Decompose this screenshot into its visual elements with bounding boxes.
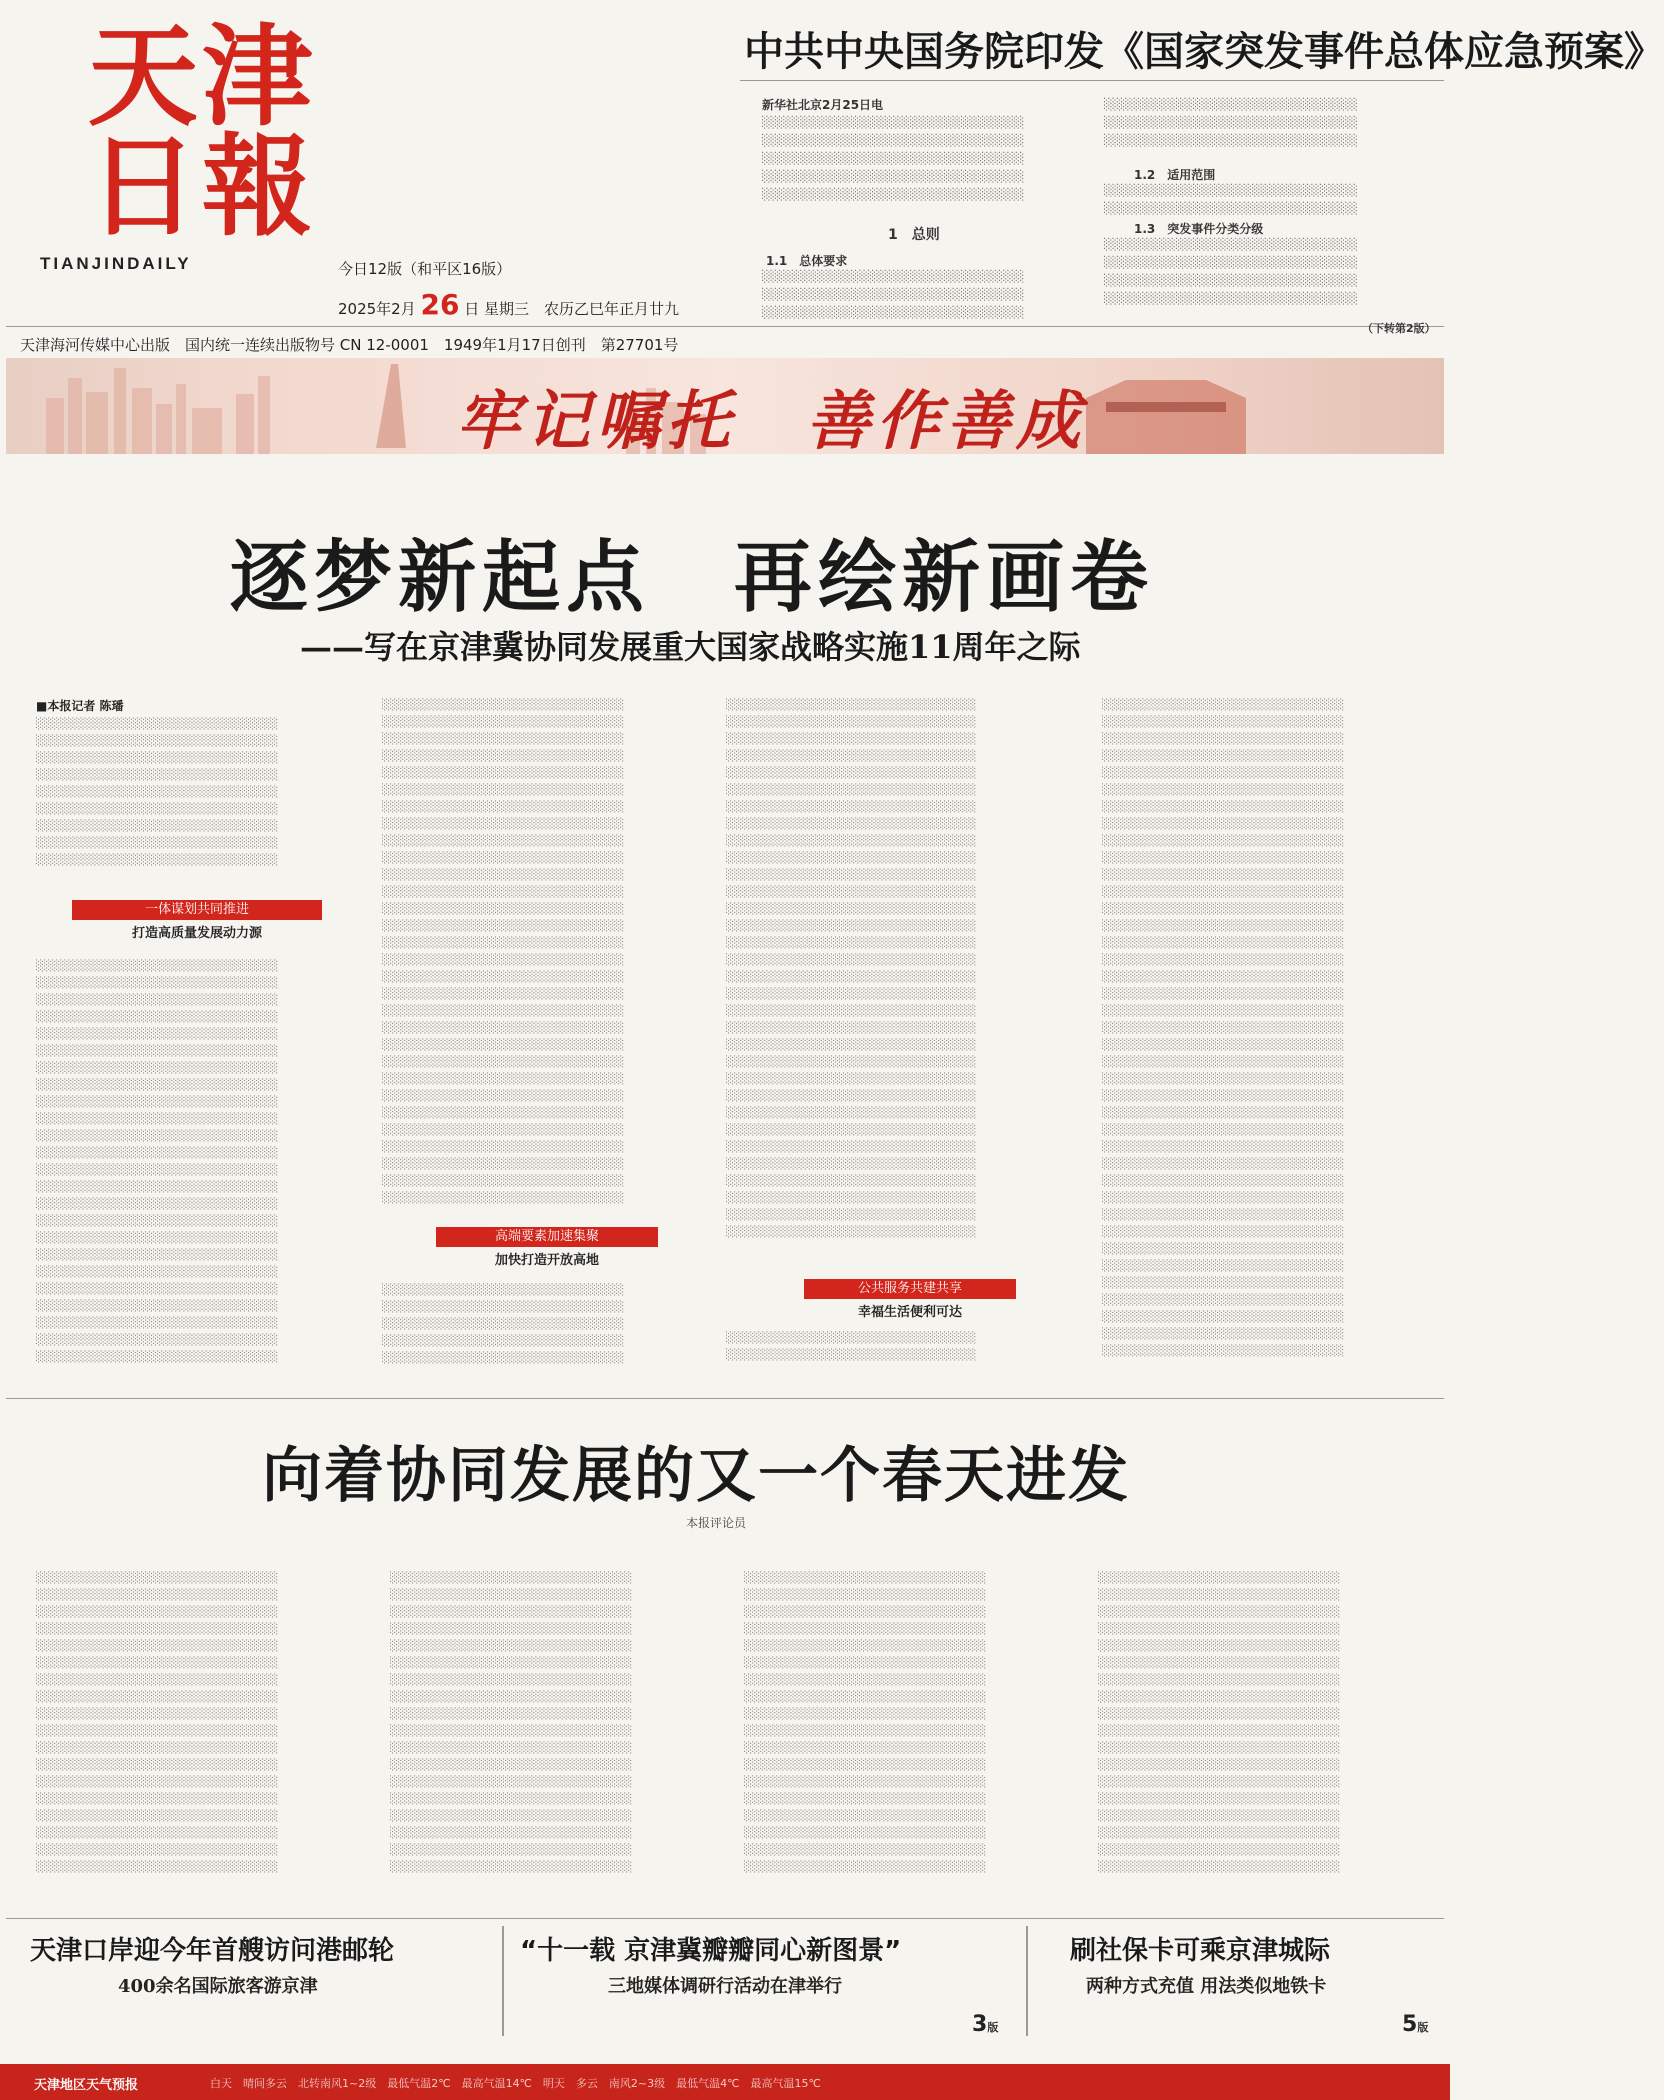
top-news-col-1: ░░░░░░░░░░░░░░░░░░░░░░░░░░░░░░░ ░░░░░░░░░░░░░░░░░░░░░░░░░░░░░░░ ░░░░░░░░░░░░░░░░░░░░░░░░░░░░░░░ ░░░░░░░░░░░░░░░░░░░░░░░░░░░░░░░ ░░░░░░░░░░░░░░░░░░░░░░░░░░░░░░░ xyxy=(762,116,1025,201)
bottom-link-2[interactable] xyxy=(510,1928,1010,2054)
top-news-sub-1-3: 1.3 突发事件分类分级 xyxy=(1134,222,1264,236)
top-news-section: 1 总则 xyxy=(888,227,940,243)
feature-tag-1-sub: 打造高质量发展动力源 xyxy=(131,926,262,941)
issue-date xyxy=(338,288,679,321)
top-news-rule xyxy=(740,80,1444,81)
bottom-link-2-sub: 三地媒体调研行活动在津举行 xyxy=(608,1976,842,1997)
commentary-col-4: ░░░░░░░░░░░░░░░░░░░░░░░░░░░░░░ ░░░░░░░░░░░░░░░░░░░░░░░░░░░░░░ ░░░░░░░░░░░░░░░░░░░░░░░░░░░░░░ ░░░░░░░░░░░░░░░░░░░░░░░░░░░░░░ ░░░░░░░░░░░░░░░░░░░░░░░░░░░░░░ ░░░░░░░░░░░░░░░░░░░░░░░░░░░░░░ ░░░░░░░░░░░░░░░░░░░░░░░░░░░░░░ ░░░░░░░░░░░░░░░░░░░░░░░░░░░░░░ ░░░░░░░░░░░░░░░░░░░░░░░░░░░░░░ ░░░░░░░░░░░░░░░░░░░░░░░░░░░░░░ ░░░░░░░░░░░░░░░░░░░░░░░░░░░░░░ ░░░░░░░░░░░░░░░░░░░░░░░░░░░░░░ ░░░░░░░░░░░░░░░░░░░░░░░░░░░░░░ ░░░░░░░░░░░░░░░░░░░░░░░░░░░░░░ ░░░░░░░░░░░░░░░░░░░░░░░░░░░░░░ ░░░░░░░░░░░░░░░░░░░░░░░░░░░░░░ ░░░░░░░░░░░░░░░░░░░░░░░░░░░░░░ ░░░░░░░░░░░░░░░░░░░░░░░░░░░░░░ xyxy=(1098,1572,1341,1873)
date-day: 26 xyxy=(420,288,460,321)
top-news-sub-1-1: 1.1 总体要求 xyxy=(766,254,848,268)
newspaper-logo xyxy=(40,12,338,273)
feature-tag-3-sub: 幸福生活便利可达 xyxy=(857,1305,962,1320)
bottom-link-3-page: 5版 xyxy=(1402,2012,1429,2037)
commentary-headline[interactable]: 向着协同发展的又一个春天进发 xyxy=(262,1441,1130,1511)
date-suffix: 日 星期三 农历乙巳年正月廿九 xyxy=(464,300,680,318)
feature-col-1b: ░░░░░░░░░░░░░░░░░░░░░░░░░░░░░░ ░░░░░░░░░░░░░░░░░░░░░░░░░░░░░░ ░░░░░░░░░░░░░░░░░░░░░░░░░░░░░░ ░░░░░░░░░░░░░░░░░░░░░░░░░░░░░░ ░░░░░░░░░░░░░░░░░░░░░░░░░░░░░░ ░░░░░░░░░░░░░░░░░░░░░░░░░░░░░░ ░░░░░░░░░░░░░░░░░░░░░░░░░░░░░░ ░░░░░░░░░░░░░░░░░░░░░░░░░░░░░░ ░░░░░░░░░░░░░░░░░░░░░░░░░░░░░░ ░░░░░░░░░░░░░░░░░░░░░░░░░░░░░░ ░░░░░░░░░░░░░░░░░░░░░░░░░░░░░░ ░░░░░░░░░░░░░░░░░░░░░░░░░░░░░░ ░░░░░░░░░░░░░░░░░░░░░░░░░░░░░░ ░░░░░░░░░░░░░░░░░░░░░░░░░░░░░░ ░░░░░░░░░░░░░░░░░░░░░░░░░░░░░░ ░░░░░░░░░░░░░░░░░░░░░░░░░░░░░░ ░░░░░░░░░░░░░░░░░░░░░░░░░░░░░░ ░░░░░░░░░░░░░░░░░░░░░░░░░░░░░░ ░░░░░░░░░░░░░░░░░░░░░░░░░░░░░░ ░░░░░░░░░░░░░░░░░░░░░░░░░░░░░░ ░░░░░░░░░░░░░░░░░░░░░░░░░░░░░░ ░░░░░░░░░░░░░░░░░░░░░░░░░░░░░░ ░░░░░░░░░░░░░░░░░░░░░░░░░░░░░░ ░░░░░░░░░░░░░░░░░░░░░░░░░░░░░░ xyxy=(36,960,279,1363)
feature-bottom-rule xyxy=(6,1398,1444,1399)
feature-subheadline: ——写在京津冀协同发展重大国家战略实施11周年之际 xyxy=(300,628,1081,666)
bottom-link-1-sub: 400余名国际旅客游京津 xyxy=(118,1976,318,1997)
feature-col-4: ░░░░░░░░░░░░░░░░░░░░░░░░░░░░░░ ░░░░░░░░░░░░░░░░░░░░░░░░░░░░░░ ░░░░░░░░░░░░░░░░░░░░░░░░░░░░░░ ░░░░░░░░░░░░░░░░░░░░░░░░░░░░░░ ░░░░░░░░░░░░░░░░░░░░░░░░░░░░░░ ░░░░░░░░░░░░░░░░░░░░░░░░░░░░░░ ░░░░░░░░░░░░░░░░░░░░░░░░░░░░░░ ░░░░░░░░░░░░░░░░░░░░░░░░░░░░░░ ░░░░░░░░░░░░░░░░░░░░░░░░░░░░░░ ░░░░░░░░░░░░░░░░░░░░░░░░░░░░░░ ░░░░░░░░░░░░░░░░░░░░░░░░░░░░░░ ░░░░░░░░░░░░░░░░░░░░░░░░░░░░░░ ░░░░░░░░░░░░░░░░░░░░░░░░░░░░░░ ░░░░░░░░░░░░░░░░░░░░░░░░░░░░░░ ░░░░░░░░░░░░░░░░░░░░░░░░░░░░░░ ░░░░░░░░░░░░░░░░░░░░░░░░░░░░░░ ░░░░░░░░░░░░░░░░░░░░░░░░░░░░░░ ░░░░░░░░░░░░░░░░░░░░░░░░░░░░░░ ░░░░░░░░░░░░░░░░░░░░░░░░░░░░░░ ░░░░░░░░░░░░░░░░░░░░░░░░░░░░░░ ░░░░░░░░░░░░░░░░░░░░░░░░░░░░░░ ░░░░░░░░░░░░░░░░░░░░░░░░░░░░░░ ░░░░░░░░░░░░░░░░░░░░░░░░░░░░░░ ░░░░░░░░░░░░░░░░░░░░░░░░░░░░░░ ░░░░░░░░░░░░░░░░░░░░░░░░░░░░░░ ░░░░░░░░░░░░░░░░░░░░░░░░░░░░░░ ░░░░░░░░░░░░░░░░░░░░░░░░░░░░░░ ░░░░░░░░░░░░░░░░░░░░░░░░░░░░░░ ░░░░░░░░░░░░░░░░░░░░░░░░░░░░░░ ░░░░░░░░░░░░░░░░░░░░░░░░░░░░░░ ░░░░░░░░░░░░░░░░░░░░░░░░░░░░░░ ░░░░░░░░░░░░░░░░░░░░░░░░░░░░░░ ░░░░░░░░░░░░░░░░░░░░░░░░░░░░░░ ░░░░░░░░░░░░░░░░░░░░░░░░░░░░░░ ░░░░░░░░░░░░░░░░░░░░░░░░░░░░░░ ░░░░░░░░░░░░░░░░░░░░░░░░░░░░░░ ░░░░░░░░░░░░░░░░░░░░░░░░░░░░░░ ░░░░░░░░░░░░░░░░░░░░░░░░░░░░░░ ░░░░░░░░░░░░░░░░░░░░░░░░░░░░░░ xyxy=(1102,699,1345,1357)
weather-text: 白天 晴间多云 北转南风1~2级 最低气温2℃ 最高气温14℃ 明天 多云 南风2~3级 最低气温4℃ 最高气温15℃ xyxy=(210,2077,821,2090)
bottom-link-3-sub: 两种方式充值 用法类似地铁卡 xyxy=(1086,1976,1327,1997)
commentary-col-2: ░░░░░░░░░░░░░░░░░░░░░░░░░░░░░░ ░░░░░░░░░░░░░░░░░░░░░░░░░░░░░░ ░░░░░░░░░░░░░░░░░░░░░░░░░░░░░░ ░░░░░░░░░░░░░░░░░░░░░░░░░░░░░░ ░░░░░░░░░░░░░░░░░░░░░░░░░░░░░░ ░░░░░░░░░░░░░░░░░░░░░░░░░░░░░░ ░░░░░░░░░░░░░░░░░░░░░░░░░░░░░░ ░░░░░░░░░░░░░░░░░░░░░░░░░░░░░░ ░░░░░░░░░░░░░░░░░░░░░░░░░░░░░░ ░░░░░░░░░░░░░░░░░░░░░░░░░░░░░░ ░░░░░░░░░░░░░░░░░░░░░░░░░░░░░░ ░░░░░░░░░░░░░░░░░░░░░░░░░░░░░░ ░░░░░░░░░░░░░░░░░░░░░░░░░░░░░░ ░░░░░░░░░░░░░░░░░░░░░░░░░░░░░░ ░░░░░░░░░░░░░░░░░░░░░░░░░░░░░░ ░░░░░░░░░░░░░░░░░░░░░░░░░░░░░░ ░░░░░░░░░░░░░░░░░░░░░░░░░░░░░░ ░░░░░░░░░░░░░░░░░░░░░░░░░░░░░░ xyxy=(390,1572,633,1873)
weather-title: 天津地区天气预报 xyxy=(34,2078,139,2093)
bottom-link-2-title: “十一载 京津冀瓣瓣同心新图景” xyxy=(520,1936,902,1966)
bottom-divider-1 xyxy=(502,1926,504,2036)
logo-english: TIANJINDAILY xyxy=(40,254,192,273)
feature-headline[interactable]: 逐梦新起点 再绘新画卷 xyxy=(230,532,1155,623)
top-news-col-2c: ░░░░░░░░░░░░░░░░░░░░░░░░░░░░░░ ░░░░░░░░░░░░░░░░░░░░░░░░░░░░░░ ░░░░░░░░░░░░░░░░░░░░░░░░░░░░░░ ░░░░░░░░░░░░░░░░░░░░░░░░░░░░░░ xyxy=(1104,238,1358,305)
feature-tag-1: 一体谋划共同推进 xyxy=(72,900,322,920)
feature-col-2a: ░░░░░░░░░░░░░░░░░░░░░░░░░░░░░░ ░░░░░░░░░░░░░░░░░░░░░░░░░░░░░░ ░░░░░░░░░░░░░░░░░░░░░░░░░░░░░░ ░░░░░░░░░░░░░░░░░░░░░░░░░░░░░░ ░░░░░░░░░░░░░░░░░░░░░░░░░░░░░░ ░░░░░░░░░░░░░░░░░░░░░░░░░░░░░░ ░░░░░░░░░░░░░░░░░░░░░░░░░░░░░░ ░░░░░░░░░░░░░░░░░░░░░░░░░░░░░░ ░░░░░░░░░░░░░░░░░░░░░░░░░░░░░░ ░░░░░░░░░░░░░░░░░░░░░░░░░░░░░░ ░░░░░░░░░░░░░░░░░░░░░░░░░░░░░░ ░░░░░░░░░░░░░░░░░░░░░░░░░░░░░░ ░░░░░░░░░░░░░░░░░░░░░░░░░░░░░░ ░░░░░░░░░░░░░░░░░░░░░░░░░░░░░░ ░░░░░░░░░░░░░░░░░░░░░░░░░░░░░░ ░░░░░░░░░░░░░░░░░░░░░░░░░░░░░░ ░░░░░░░░░░░░░░░░░░░░░░░░░░░░░░ ░░░░░░░░░░░░░░░░░░░░░░░░░░░░░░ ░░░░░░░░░░░░░░░░░░░░░░░░░░░░░░ ░░░░░░░░░░░░░░░░░░░░░░░░░░░░░░ ░░░░░░░░░░░░░░░░░░░░░░░░░░░░░░ ░░░░░░░░░░░░░░░░░░░░░░░░░░░░░░ ░░░░░░░░░░░░░░░░░░░░░░░░░░░░░░ ░░░░░░░░░░░░░░░░░░░░░░░░░░░░░░ ░░░░░░░░░░░░░░░░░░░░░░░░░░░░░░ ░░░░░░░░░░░░░░░░░░░░░░░░░░░░░░ ░░░░░░░░░░░░░░░░░░░░░░░░░░░░░░ ░░░░░░░░░░░░░░░░░░░░░░░░░░░░░░ ░░░░░░░░░░░░░░░░░░░░░░░░░░░░░░ ░░░░░░░░░░░░░░░░░░░░░░░░░░░░░░ xyxy=(382,699,625,1204)
top-news-sub-1-2: 1.2 适用范围 xyxy=(1134,168,1216,182)
feature-tag-3: 公共服务共建共享 xyxy=(804,1279,1016,1299)
top-news-col-1b: ░░░░░░░░░░░░░░░░░░░░░░░░░░░░░░░ ░░░░░░░░░░░░░░░░░░░░░░░░░░░░░░░ ░░░░░░░░░░░░░░░░░░░░░░░░░░░░░░░ xyxy=(762,270,1025,319)
edition-count: 今日12版（和平区16版） xyxy=(338,260,512,278)
banner xyxy=(6,358,1444,459)
logo-chinese: 天津日報 xyxy=(88,12,316,251)
commentary-col-1: ░░░░░░░░░░░░░░░░░░░░░░░░░░░░░░ ░░░░░░░░░░░░░░░░░░░░░░░░░░░░░░ ░░░░░░░░░░░░░░░░░░░░░░░░░░░░░░ ░░░░░░░░░░░░░░░░░░░░░░░░░░░░░░ ░░░░░░░░░░░░░░░░░░░░░░░░░░░░░░ ░░░░░░░░░░░░░░░░░░░░░░░░░░░░░░ ░░░░░░░░░░░░░░░░░░░░░░░░░░░░░░ ░░░░░░░░░░░░░░░░░░░░░░░░░░░░░░ ░░░░░░░░░░░░░░░░░░░░░░░░░░░░░░ ░░░░░░░░░░░░░░░░░░░░░░░░░░░░░░ ░░░░░░░░░░░░░░░░░░░░░░░░░░░░░░ ░░░░░░░░░░░░░░░░░░░░░░░░░░░░░░ ░░░░░░░░░░░░░░░░░░░░░░░░░░░░░░ ░░░░░░░░░░░░░░░░░░░░░░░░░░░░░░ ░░░░░░░░░░░░░░░░░░░░░░░░░░░░░░ ░░░░░░░░░░░░░░░░░░░░░░░░░░░░░░ ░░░░░░░░░░░░░░░░░░░░░░░░░░░░░░ ░░░░░░░░░░░░░░░░░░░░░░░░░░░░░░ xyxy=(36,1572,279,1873)
bottom-link-1[interactable] xyxy=(0,1928,480,2054)
bottom-link-3[interactable] xyxy=(1030,1928,1450,2054)
publisher-info: 天津海河传媒中心出版 国内统一连续出版物号 CN 12-0001 1949年1月17日创刊 第27701号 xyxy=(20,336,679,354)
top-news-lead: 新华社北京2月25日电 xyxy=(762,98,884,112)
top-news-col-2b: ░░░░░░░░░░░░░░░░░░░░░░░░░░░░░░ ░░░░░░░░░░░░░░░░░░░░░░░░░░░░░░ xyxy=(1104,184,1358,215)
bottom-link-3-title: 刷社保卡可乘京津城际 xyxy=(1070,1936,1331,1966)
commentary-col-3: ░░░░░░░░░░░░░░░░░░░░░░░░░░░░░░ ░░░░░░░░░░░░░░░░░░░░░░░░░░░░░░ ░░░░░░░░░░░░░░░░░░░░░░░░░░░░░░ ░░░░░░░░░░░░░░░░░░░░░░░░░░░░░░ ░░░░░░░░░░░░░░░░░░░░░░░░░░░░░░ ░░░░░░░░░░░░░░░░░░░░░░░░░░░░░░ ░░░░░░░░░░░░░░░░░░░░░░░░░░░░░░ ░░░░░░░░░░░░░░░░░░░░░░░░░░░░░░ ░░░░░░░░░░░░░░░░░░░░░░░░░░░░░░ ░░░░░░░░░░░░░░░░░░░░░░░░░░░░░░ ░░░░░░░░░░░░░░░░░░░░░░░░░░░░░░ ░░░░░░░░░░░░░░░░░░░░░░░░░░░░░░ ░░░░░░░░░░░░░░░░░░░░░░░░░░░░░░ ░░░░░░░░░░░░░░░░░░░░░░░░░░░░░░ ░░░░░░░░░░░░░░░░░░░░░░░░░░░░░░ ░░░░░░░░░░░░░░░░░░░░░░░░░░░░░░ ░░░░░░░░░░░░░░░░░░░░░░░░░░░░░░ ░░░░░░░░░░░░░░░░░░░░░░░░░░░░░░ xyxy=(744,1572,987,1873)
continued-note[interactable]: （下转第2版） xyxy=(1362,322,1436,335)
bottom-link-1-title: 天津口岸迎今年首艘访问港邮轮 xyxy=(30,1936,395,1966)
bottom-link-2-page: 3版 xyxy=(972,2012,999,2037)
masthead-divider xyxy=(6,326,1444,327)
feature-col-2b: ░░░░░░░░░░░░░░░░░░░░░░░░░░░░░░ ░░░░░░░░░░░░░░░░░░░░░░░░░░░░░░ ░░░░░░░░░░░░░░░░░░░░░░░░░░░░░░ ░░░░░░░░░░░░░░░░░░░░░░░░░░░░░░ ░░░░░░░░░░░░░░░░░░░░░░░░░░░░░░ xyxy=(382,1284,625,1364)
feature-col-3a: ░░░░░░░░░░░░░░░░░░░░░░░░░░░░░░░ ░░░░░░░░░░░░░░░░░░░░░░░░░░░░░░░ ░░░░░░░░░░░░░░░░░░░░░░░░░░░░░░░ ░░░░░░░░░░░░░░░░░░░░░░░░░░░░░░░ ░░░░░░░░░░░░░░░░░░░░░░░░░░░░░░░ ░░░░░░░░░░░░░░░░░░░░░░░░░░░░░░░ ░░░░░░░░░░░░░░░░░░░░░░░░░░░░░░░ ░░░░░░░░░░░░░░░░░░░░░░░░░░░░░░░ ░░░░░░░░░░░░░░░░░░░░░░░░░░░░░░░ ░░░░░░░░░░░░░░░░░░░░░░░░░░░░░░░ ░░░░░░░░░░░░░░░░░░░░░░░░░░░░░░░ ░░░░░░░░░░░░░░░░░░░░░░░░░░░░░░░ ░░░░░░░░░░░░░░░░░░░░░░░░░░░░░░░ ░░░░░░░░░░░░░░░░░░░░░░░░░░░░░░░ ░░░░░░░░░░░░░░░░░░░░░░░░░░░░░░░ ░░░░░░░░░░░░░░░░░░░░░░░░░░░░░░░ ░░░░░░░░░░░░░░░░░░░░░░░░░░░░░░░ ░░░░░░░░░░░░░░░░░░░░░░░░░░░░░░░ ░░░░░░░░░░░░░░░░░░░░░░░░░░░░░░░ ░░░░░░░░░░░░░░░░░░░░░░░░░░░░░░░ ░░░░░░░░░░░░░░░░░░░░░░░░░░░░░░░ ░░░░░░░░░░░░░░░░░░░░░░░░░░░░░░░ ░░░░░░░░░░░░░░░░░░░░░░░░░░░░░░░ ░░░░░░░░░░░░░░░░░░░░░░░░░░░░░░░ ░░░░░░░░░░░░░░░░░░░░░░░░░░░░░░░ ░░░░░░░░░░░░░░░░░░░░░░░░░░░░░░░ ░░░░░░░░░░░░░░░░░░░░░░░░░░░░░░░ ░░░░░░░░░░░░░░░░░░░░░░░░░░░░░░░ ░░░░░░░░░░░░░░░░░░░░░░░░░░░░░░░ ░░░░░░░░░░░░░░░░░░░░░░░░░░░░░░░ ░░░░░░░░░░░░░░░░░░░░░░░░░░░░░░░ ░░░░░░░░░░░░░░░░░░░░░░░░░░░░░░░ xyxy=(726,699,977,1238)
feature-col-3b: ░░░░░░░░░░░░░░░░░░░░░░░░░░░░░░░ ░░░░░░░░░░░░░░░░░░░░░░░░░░░░░░░ xyxy=(726,1332,977,1361)
commentary-byline: 本报评论员 xyxy=(686,1516,747,1530)
feature-byline: ■本报记者 陈璠 xyxy=(36,699,124,713)
bottom-links-rule xyxy=(6,1918,1444,1919)
date-prefix: 2025年2月 xyxy=(338,300,416,318)
weather-bar xyxy=(0,2064,1450,2100)
top-news-col-2: ░░░░░░░░░░░░░░░░░░░░░░░░░░░░░░ ░░░░░░░░░░░░░░░░░░░░░░░░░░░░░░ ░░░░░░░░░░░░░░░░░░░░░░░░░░░░░░ xyxy=(1104,98,1358,147)
feature-col-1a: ░░░░░░░░░░░░░░░░░░░░░░░░░░░░░░ ░░░░░░░░░░░░░░░░░░░░░░░░░░░░░░ ░░░░░░░░░░░░░░░░░░░░░░░░░░░░░░ ░░░░░░░░░░░░░░░░░░░░░░░░░░░░░░ ░░░░░░░░░░░░░░░░░░░░░░░░░░░░░░ ░░░░░░░░░░░░░░░░░░░░░░░░░░░░░░ ░░░░░░░░░░░░░░░░░░░░░░░░░░░░░░ ░░░░░░░░░░░░░░░░░░░░░░░░░░░░░░ ░░░░░░░░░░░░░░░░░░░░░░░░░░░░░░ xyxy=(36,718,279,866)
banner-title: 牢记嘱托 善作善成 xyxy=(456,384,1086,459)
top-news-headline[interactable]: 中共中央国务院印发《国家突发事件总体应急预案》 xyxy=(744,29,1664,75)
feature-tag-2-sub: 加快打造开放高地 xyxy=(494,1253,599,1268)
bottom-divider-2 xyxy=(1026,1926,1028,2036)
feature-tag-2: 高端要素加速集聚 xyxy=(436,1227,658,1247)
